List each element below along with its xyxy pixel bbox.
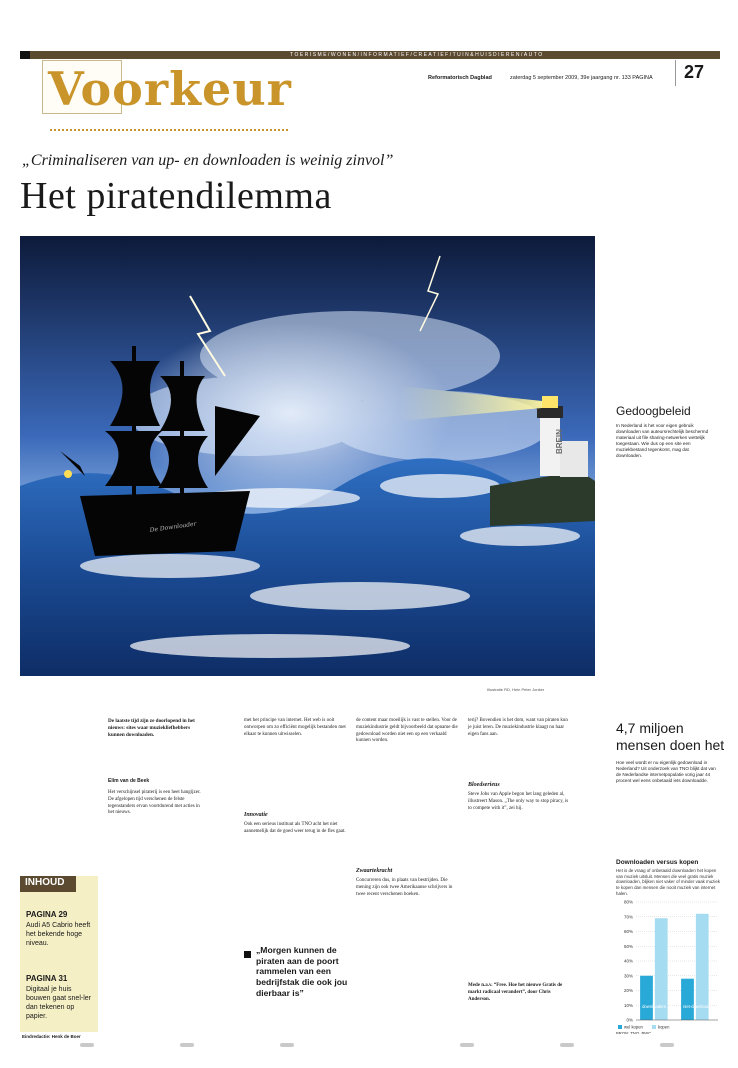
ship-label: De Downloader xyxy=(149,520,197,534)
article-column-2b: Ook een serieus instituut als TNO acht het niet aannemelijk dat de goed weer terug in de fles gaat. xyxy=(244,822,346,834)
chart-subtitle: Het is de vraag of onbetaald downloaden het kopen van muziek uitsluit. Mensen die veel gratis muziek downloaden, blijken niet vaker of minder vaak muziek te kopen dan mensen die nooit muziek van internet halen. xyxy=(616,868,720,896)
subhead-innovatie: Innovatie xyxy=(244,812,268,818)
chart-title: Downloaden versus kopen xyxy=(616,859,699,866)
inhoud-page-31: PAGINA 31 xyxy=(26,974,68,983)
chart-tick-label: 30% xyxy=(623,973,633,979)
article-illustration xyxy=(20,236,595,676)
chart-legend-swatch xyxy=(652,1025,656,1029)
article-column-4b: Steve Jobs van Apple begon het lang geleden al, illustreert Mason. „The only way to stop piracy, is to compete with it”, zei hij. xyxy=(468,792,569,811)
pullquote: „Morgen kunnen de piraten aan de poort rammelen van een bedrijfstak die ook jou dierbaar is” xyxy=(256,945,348,998)
chart-tick-label: 40% xyxy=(623,958,633,964)
sidebar-heading: Gedoogbeleid xyxy=(616,404,691,418)
brand-divider xyxy=(50,129,288,131)
article-column-1: Het verschijnsel piraterij is een heet hangijzer. De afgelopen tijd verschenen de felste tegenstanders ervan voortdurend met acties in het nieuws. xyxy=(108,790,201,816)
print-mark xyxy=(560,1043,574,1047)
stats-body: Hoe veel wordt er nu eigenlijk gedownload in Nederland? Uit onderzoek van TNO blijkt dat van de Nederlandse internetpopulatie vorig jaar 44 procent wel eens onbetaald iets downloadde. xyxy=(616,760,716,783)
chart-category-label: downloaders xyxy=(642,1004,666,1010)
chart-bar xyxy=(640,976,653,1020)
brand-title: Voorkeur xyxy=(48,62,292,116)
article-column-4: terij? Bovendien is het dom, want van piraten kun je juist leren. De muziekindustrie klaagt nu haar eigen fans aan. xyxy=(468,718,568,737)
article-title: Het piratendilemma xyxy=(20,175,332,217)
article-column-3: de content maar moeilijk is vast te stellen. Voor de muziekindustrie geldt bijvoorbeeld dat opname die gedownload worden niet een op een verkaald kunnen worden. xyxy=(356,718,458,744)
chart-category-label: niet-downloaders xyxy=(683,1004,716,1010)
chart-tick-label: 80% xyxy=(623,899,633,905)
stats-heading: 4,7 miljoen mensen doen het xyxy=(616,720,725,753)
chart-legend-label: kopen xyxy=(658,1024,670,1030)
illustration-svg xyxy=(20,236,595,676)
sidebar-body: In Nederland is het voor eigen gebruik downloaden van auteursrechtelijk beschermd materiaal uit file sharing-netwerken wettelijk toegestaan. Wie dus op een site een muziekbestand tegenkomt, mag dat downloaden. xyxy=(616,423,709,458)
subhead-zwaartekracht: Zwaartekracht xyxy=(356,868,393,874)
print-mark xyxy=(460,1043,474,1047)
chart-tick-label: 60% xyxy=(623,929,633,934)
lighthouse-label: BREIN xyxy=(555,429,564,454)
header-bar-accent xyxy=(20,51,30,59)
article-intro: De laatste tijd zijn ze doorlopend in het nieuws: sites waar muziekliefhebbers kunnen downloaden. xyxy=(108,718,195,739)
print-mark xyxy=(80,1043,94,1047)
section-list: TOERISME/WONEN/INFORMATIEF/CREATIEF/TUIN&HUISDIEREN/AUTO xyxy=(290,52,544,58)
page-number: 27 xyxy=(684,62,705,82)
paper-name: Reformatorisch Dagblad xyxy=(428,75,492,81)
chart-bar xyxy=(681,979,694,1020)
article-column-2: met het principe van internet. Het web is ooit ontworpen om zo efficiënt mogelijk bestanden met elkaar te kunnen uitwisselen. xyxy=(244,718,346,737)
print-mark xyxy=(660,1043,674,1047)
print-mark xyxy=(280,1043,294,1047)
inhoud-text-31: Digitaal je huis bouwen gaat snel-ler dan tekenen op papier. xyxy=(26,986,91,1021)
subhead-bloedserieus: Bloedserieus xyxy=(468,782,500,788)
article-author: Elim van de Beek xyxy=(108,778,150,784)
article-column-3b: Concurreren dus, in plaats van bestrijden. Die mening zijn ook twee Amerikaanse schrijvers in twee recent verschenen boeken. xyxy=(356,878,453,897)
inhoud-title: INHOUD xyxy=(25,877,65,888)
chart-legend-swatch xyxy=(618,1025,622,1029)
book-references: Mede n.a.v. “Free. Hoe het nieuwe Gratis de markt radicaal verandert”, door Chris Anderson. xyxy=(468,983,563,1002)
chart-tick-label: 0% xyxy=(626,1017,633,1023)
photo-credit: Illustratie RD, Hein Peter Jonker xyxy=(487,687,545,692)
inhoud-page-29: PAGINA 29 xyxy=(26,910,68,919)
print-mark xyxy=(180,1043,194,1047)
bar-chart-svg xyxy=(616,898,722,1034)
issue-date: zaterdag 5 september 2009, 39e jaargang nr. 133 PAGINA xyxy=(510,75,653,81)
chart-tick-label: 50% xyxy=(623,943,633,949)
pullquote-bullet xyxy=(244,951,251,958)
article-quote: „Criminaliseren van up- en downloaden is weinig zinvol” xyxy=(22,152,394,169)
chart-source: BRON: TNO, PWC xyxy=(616,1031,652,1034)
inhoud-editor: Eindredactie: Henk de Boer xyxy=(22,1034,81,1039)
inhoud-text-29: Audi A5 Cabrio heeft het bekende hoge niveau. xyxy=(26,922,91,948)
bar-chart xyxy=(616,898,722,1038)
chart-tick-label: 10% xyxy=(623,1002,633,1008)
chart-tick-label: 70% xyxy=(623,914,633,920)
chart-legend-label: wel kopen xyxy=(624,1024,643,1030)
chart-tick-label: 20% xyxy=(623,988,633,993)
ship-lantern xyxy=(64,470,72,478)
